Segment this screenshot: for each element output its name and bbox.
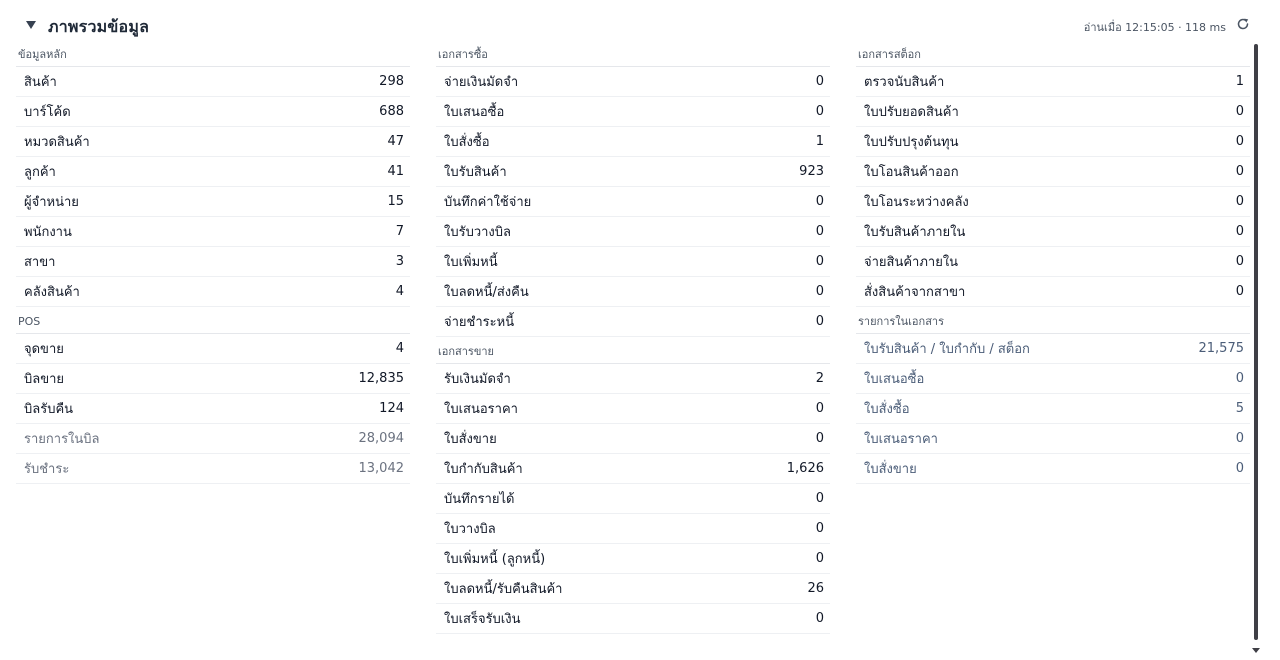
triangle-down-icon[interactable] <box>24 18 38 32</box>
scroll-down-arrow-icon[interactable] <box>1252 646 1260 654</box>
stat-value: 4 <box>395 284 404 299</box>
stat-label: ใบกำกับสินค้า <box>444 462 523 477</box>
stat-label: รับชำระ <box>24 462 70 477</box>
stat-value: 0 <box>1235 224 1244 239</box>
stat-label: ใบเพิ่มหนี้ (ลูกหนี้) <box>444 552 546 567</box>
section-title: รายการในเอกสาร <box>856 311 1250 334</box>
stat-value: 0 <box>815 491 824 506</box>
stat-label: จ่ายชำระหนี้ <box>444 315 515 330</box>
stat-value: 298 <box>379 74 404 89</box>
section-pos <box>16 311 410 484</box>
stat-row[interactable] <box>856 364 1250 394</box>
stat-row[interactable] <box>16 277 410 307</box>
stat-label: สั่งสินค้าจากสาขา <box>864 285 966 300</box>
section-rows <box>16 67 410 307</box>
stat-row[interactable] <box>436 394 830 424</box>
stat-value: 0 <box>1235 371 1244 386</box>
stat-row[interactable] <box>436 277 830 307</box>
section-title: เอกสารสต็อก <box>856 44 1250 67</box>
stat-label: จุดขาย <box>24 342 64 357</box>
stat-label: ตรวจนับสินค้า <box>864 75 945 90</box>
stat-value: 0 <box>1235 284 1244 299</box>
stat-label: ใบโอนสินค้าออก <box>864 165 959 180</box>
stat-value: 12,835 <box>358 371 404 386</box>
stat-label: สาขา <box>24 255 56 270</box>
stat-value: 15 <box>387 194 404 209</box>
stat-row[interactable] <box>856 394 1250 424</box>
section-stock-docs <box>856 44 1250 307</box>
stat-value: 1,626 <box>786 461 824 476</box>
stat-value: 0 <box>815 254 824 269</box>
stat-row[interactable] <box>16 157 410 187</box>
stat-row[interactable] <box>856 217 1250 247</box>
stat-row[interactable] <box>16 394 410 424</box>
stat-value: 7 <box>395 224 404 239</box>
section-title: เอกสารซื้อ <box>436 44 830 67</box>
stat-row[interactable] <box>16 334 410 364</box>
stat-label: ใบรับสินค้าภายใน <box>864 225 966 240</box>
stat-label: ลูกค้า <box>24 165 56 180</box>
stat-row[interactable] <box>16 187 410 217</box>
stat-value: 41 <box>387 164 404 179</box>
stat-row[interactable] <box>16 247 410 277</box>
stat-label: คลังสินค้า <box>24 285 80 300</box>
stat-value: 0 <box>815 224 824 239</box>
stat-value: 0 <box>1235 104 1244 119</box>
section-rows <box>436 67 830 337</box>
stat-label: พนักงาน <box>24 225 72 240</box>
stat-value: 28,094 <box>358 431 404 446</box>
stat-value: 13,042 <box>358 461 404 476</box>
stat-label: ผู้จำหน่าย <box>24 195 79 210</box>
stat-row[interactable] <box>436 604 830 634</box>
stat-row[interactable] <box>16 97 410 127</box>
stat-label: ใบเสนอราคา <box>864 432 938 447</box>
stat-row[interactable] <box>436 127 830 157</box>
stat-label: บันทึกรายได้ <box>444 492 515 507</box>
stat-value: 4 <box>395 341 404 356</box>
stat-row[interactable] <box>436 247 830 277</box>
stat-row[interactable] <box>16 364 410 394</box>
stat-label: ใบลดหนี้/ส่งคืน <box>444 285 529 300</box>
stat-label: ใบปรับยอดสินค้า <box>864 105 959 120</box>
stat-label: ใบสั่งขาย <box>444 432 497 447</box>
stat-value: 1 <box>815 134 824 149</box>
stat-label: ใบสั่งซื้อ <box>444 135 490 150</box>
stat-label: ใบเสนอซื้อ <box>864 372 925 387</box>
stat-row[interactable] <box>16 424 410 454</box>
stat-value: 0 <box>1235 431 1244 446</box>
stat-label: ใบรับสินค้า <box>444 165 507 180</box>
stat-value: 0 <box>815 431 824 446</box>
stat-label: จ่ายสินค้าภายใน <box>864 255 959 270</box>
stat-row[interactable] <box>436 514 830 544</box>
stat-value: 124 <box>379 401 404 416</box>
stat-label: ใบสั่งขาย <box>864 462 917 477</box>
stat-row[interactable] <box>856 67 1250 97</box>
stat-value: 5 <box>1235 401 1244 416</box>
stat-label: ใบลดหนี้/รับคืนสินค้า <box>444 582 563 597</box>
stat-label: ใบเสร็จรับเงิน <box>444 612 521 627</box>
stat-label: บันทึกค่าใช้จ่าย <box>444 195 532 210</box>
stat-value: 0 <box>815 104 824 119</box>
stat-label: ใบรับวางบิล <box>444 225 511 240</box>
stat-row[interactable] <box>16 217 410 247</box>
column-stock-items <box>856 44 1250 484</box>
stat-label: บิลขาย <box>24 372 65 387</box>
stat-row[interactable] <box>856 277 1250 307</box>
stat-value: 0 <box>815 314 824 329</box>
stat-row[interactable] <box>856 247 1250 277</box>
read-status-text: อ่านเมื่อ 12:15:05 · 118 ms <box>1083 21 1226 34</box>
stat-label: ใบปรับปรุงต้นทุน <box>864 135 959 150</box>
stat-value: 0 <box>815 401 824 416</box>
stat-value: 1 <box>1235 74 1244 89</box>
stat-label: สินค้า <box>24 75 57 90</box>
stat-label: ใบวางบิล <box>444 522 496 537</box>
stat-row[interactable] <box>436 454 830 484</box>
stat-label: ใบเสนอซื้อ <box>444 105 505 120</box>
section-sales-docs <box>436 341 830 634</box>
section-document-items <box>856 311 1250 484</box>
stat-value: 47 <box>387 134 404 149</box>
stat-value: 0 <box>1235 194 1244 209</box>
stat-row[interactable] <box>856 334 1250 364</box>
stat-value: 0 <box>1235 254 1244 269</box>
stat-label: รับเงินมัดจำ <box>444 372 511 387</box>
stat-label: บาร์โค้ด <box>24 105 71 120</box>
stat-row[interactable] <box>436 574 830 604</box>
column-purchase-sales <box>436 44 830 634</box>
section-master-data <box>16 44 410 307</box>
stat-value: 0 <box>1235 134 1244 149</box>
stat-row[interactable] <box>436 424 830 454</box>
stat-row[interactable] <box>436 187 830 217</box>
stat-value: 21,575 <box>1198 341 1244 356</box>
stat-row[interactable] <box>856 424 1250 454</box>
stat-row[interactable] <box>436 484 830 514</box>
stat-value: 0 <box>1235 461 1244 476</box>
section-rows <box>856 67 1250 307</box>
stat-label: บิลรับคืน <box>24 402 74 417</box>
stat-row[interactable] <box>856 157 1250 187</box>
stat-label: รายการในบิล <box>24 432 100 447</box>
section-rows <box>436 364 830 634</box>
stat-row[interactable] <box>436 364 830 394</box>
stat-row[interactable] <box>16 127 410 157</box>
stat-value: 0 <box>815 194 824 209</box>
section-title: ข้อมูลหลัก <box>16 44 410 67</box>
stat-value: 0 <box>815 74 824 89</box>
stat-label: ใบเพิ่มหนี้ <box>444 255 498 270</box>
stat-row[interactable] <box>16 67 410 97</box>
stat-value: 688 <box>379 104 404 119</box>
stat-row[interactable] <box>16 454 410 484</box>
stat-row[interactable] <box>856 127 1250 157</box>
section-title: POS <box>16 311 410 334</box>
section-purchase-docs <box>436 44 830 337</box>
stat-row[interactable] <box>436 97 830 127</box>
section-rows <box>16 334 410 484</box>
stat-label: ใบสั่งซื้อ <box>864 402 910 417</box>
stat-row[interactable] <box>436 157 830 187</box>
stat-row[interactable] <box>436 217 830 247</box>
stat-row[interactable] <box>856 187 1250 217</box>
stat-row[interactable] <box>436 67 830 97</box>
stat-value: 0 <box>815 611 824 626</box>
stat-value: 923 <box>799 164 824 179</box>
stat-value: 0 <box>815 521 824 536</box>
section-rows <box>856 334 1250 484</box>
stat-value: 3 <box>395 254 404 269</box>
stat-label: ใบโอนระหว่างคลัง <box>864 195 969 210</box>
scrollbar-thumb[interactable] <box>1254 44 1258 640</box>
stat-row[interactable] <box>436 307 830 337</box>
vertical-scrollbar[interactable] <box>1252 44 1260 654</box>
page-title: ภาพรวมข้อมูล <box>48 17 150 36</box>
stat-value: 0 <box>815 284 824 299</box>
stat-value: 0 <box>1235 164 1244 179</box>
stat-label: ใบเสนอราคา <box>444 402 518 417</box>
stat-label: ใบรับสินค้า / ใบกำกับ / สต็อก <box>864 342 1030 357</box>
stat-row[interactable] <box>856 454 1250 484</box>
column-master-pos <box>16 44 410 484</box>
stat-row[interactable] <box>436 544 830 574</box>
stat-row[interactable] <box>856 97 1250 127</box>
stat-label: หมวดสินค้า <box>24 135 90 150</box>
section-title: เอกสารขาย <box>436 341 830 364</box>
stat-value: 0 <box>815 551 824 566</box>
stat-value: 2 <box>815 371 824 386</box>
refresh-icon[interactable] <box>1236 17 1250 31</box>
stat-label: จ่ายเงินมัดจำ <box>444 75 519 90</box>
stat-value: 26 <box>807 581 824 596</box>
